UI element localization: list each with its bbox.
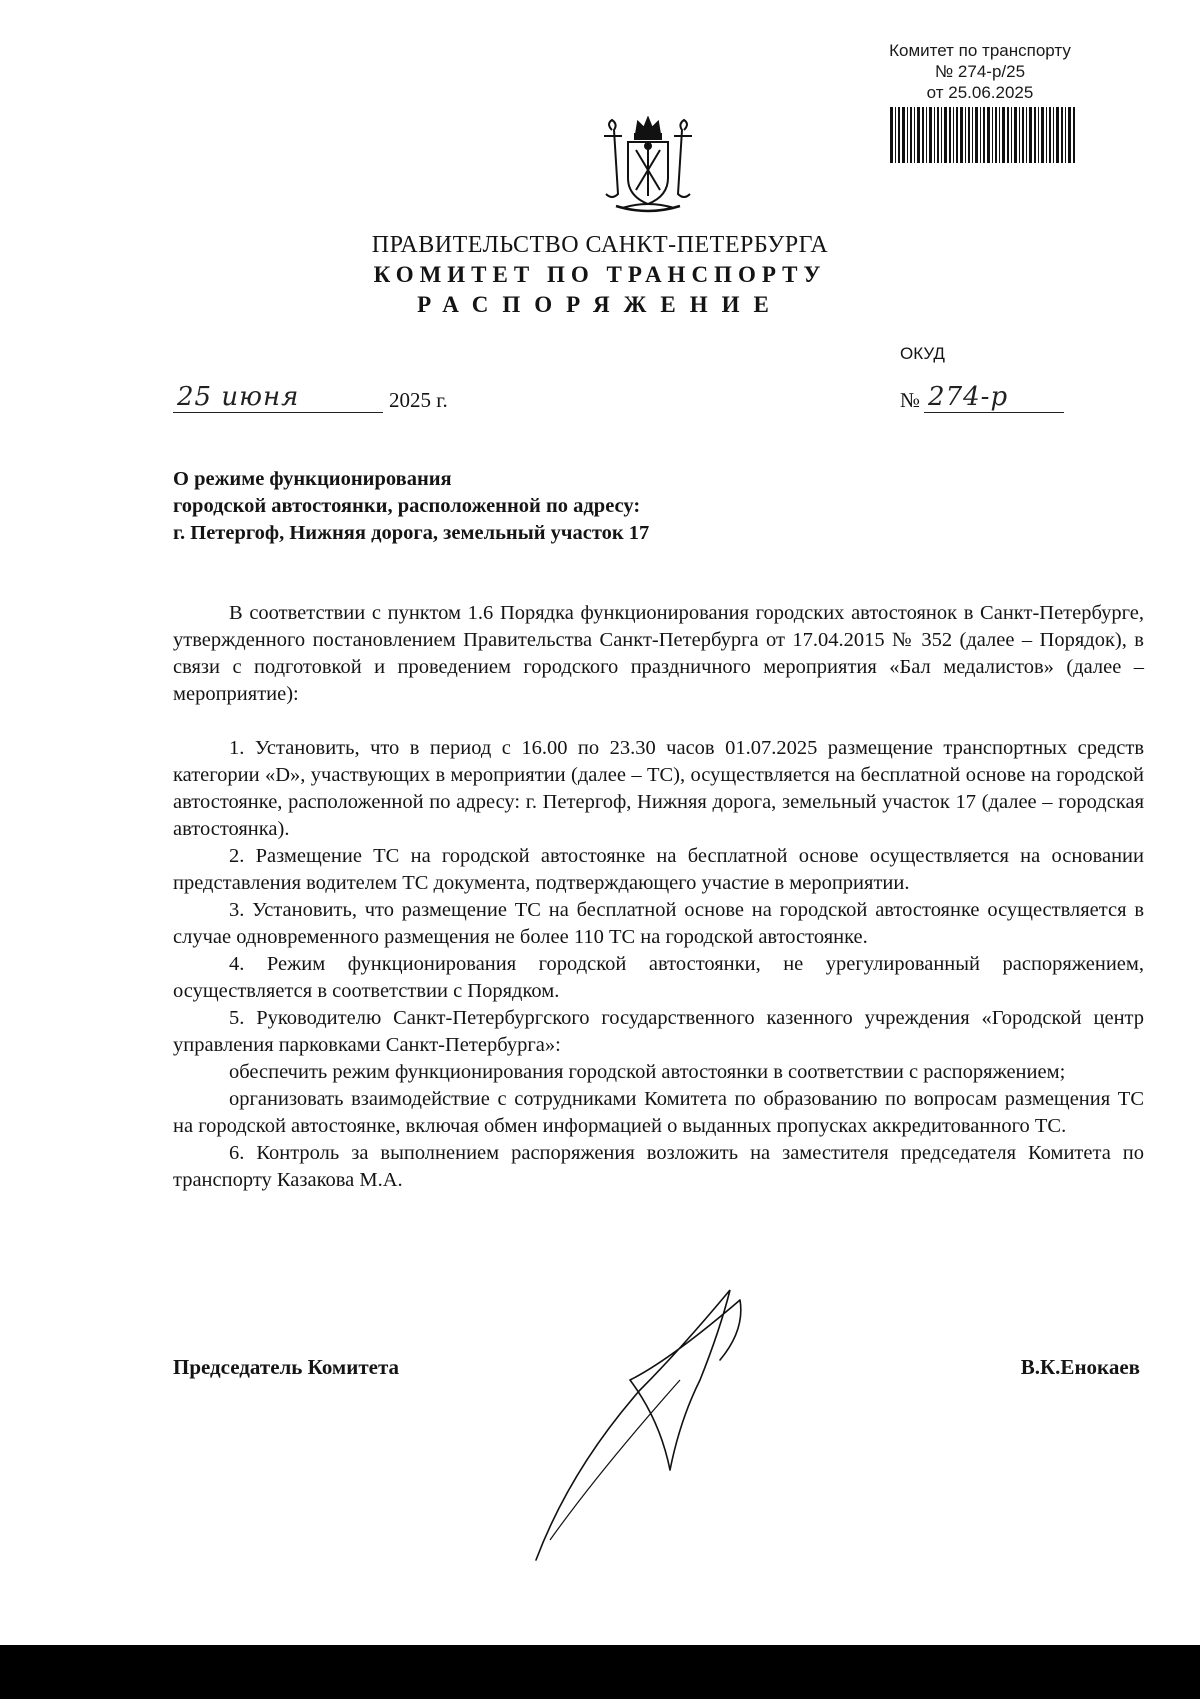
number-prefix: № (900, 388, 921, 412)
date-handwritten: 25 июня (177, 382, 300, 412)
stamp-line-1: Комитет по транспорту (889, 41, 1071, 60)
date-handwritten-field (173, 384, 383, 413)
government-title: ПРАВИТЕЛЬСТВО САНКТ-ПЕТЕРБУРГА (371, 232, 829, 258)
subject-line: г. Петергоф, Нижняя дорога, земельный участок 17 (173, 522, 650, 544)
clause-3: 3. Установить, что размещение ТС на бесплатной основе на городской автостоянке осуществляется в случае одновременного размещения не более 110 ТС на городской автостоянке. (173, 899, 1144, 948)
clause-5: 5. Руководителю Санкт-Петербургского государственного казенного учреждения «Городской центр управления парковками Санкт-Петербурга»: (173, 1007, 1144, 1056)
clause-6: 6. Контроль за выполнением распоряжения возложить на заместителя председателя Комитета по транспорту Казакова М.А. (173, 1142, 1144, 1191)
document-number (900, 384, 1064, 413)
document-date (173, 384, 448, 413)
registration-stamp (870, 40, 1090, 163)
preamble-paragraph: В соответствии с пунктом 1.6 Порядка функционирования городских автостоянок в Санкт-Петербурге, утвержденного постановлением Правительства Санкт-Петербурга от 17.04.2015 № 352 (далее – Порядок), в связи с подготовкой и проведением городского праздничного мероприятия «Бал медалистов» (далее – мероприятие): (173, 602, 1144, 705)
signatory-name: В.К.Енокаев (1020, 1355, 1140, 1379)
clause-4: 4. Режим функционирования городской автостоянки, не урегулированный распоряжением, осуществляется в соответствии с Порядком. (173, 953, 1144, 1002)
clause-1: 1. Установить, что в период с 16.00 по 23.30 часов 01.07.2025 размещение транспортных средств категории «D», участвующих в мероприятии (далее – ТС), осуществляется на бесплатной основе на городской автостоянке, расположенной по адресу: г. Петергоф, Нижняя дорога, земельный участок 17 (далее – городская автостоянка). (173, 737, 1144, 840)
clause-2: 2. Размещение ТС на городской автостоянке на бесплатной основе осуществляется на основании представления водителем ТС документа, подтверждающего участие в мероприятии. (173, 845, 1144, 894)
subject-line: городской автостоянки, расположенной по адресу: (173, 495, 641, 517)
subject-line: О режиме функционирования (173, 468, 452, 490)
coat-of-arms-icon (598, 116, 698, 218)
stamp-line-3: от 25.06.2025 (926, 83, 1034, 102)
clause-5-item-b: организовать взаимодействие с сотрудниками Комитета по образованию по вопросам размещения ТС на городской автостоянке, включая обмен информацией о выданных пропусках аккредитованного ТС. (173, 1088, 1144, 1137)
date-year: 2025 г. (389, 388, 448, 412)
barcode (890, 107, 1075, 163)
handwritten-signature (530, 1270, 810, 1570)
clause-5-item-a: обеспечить режим функционирования городской автостоянки в соответствии с распоряжением; (229, 1061, 1066, 1083)
number-handwritten-field (924, 384, 1064, 413)
document-header (0, 230, 1200, 320)
number-handwritten: 274-р (928, 382, 1009, 412)
okud-label: ОКУД (900, 344, 945, 363)
stamp-line-2: № 274-р/25 (934, 62, 1026, 81)
document-body (173, 600, 1144, 1194)
committee-title: КОМИТЕТ ПО ТРАНСПОРТУ (373, 262, 827, 287)
document-subject (173, 466, 649, 547)
signatory-title: Председатель Комитета (173, 1355, 400, 1379)
scan-border (0, 1645, 1200, 1699)
document-type: РАСПОРЯЖЕНИЕ (417, 292, 783, 317)
